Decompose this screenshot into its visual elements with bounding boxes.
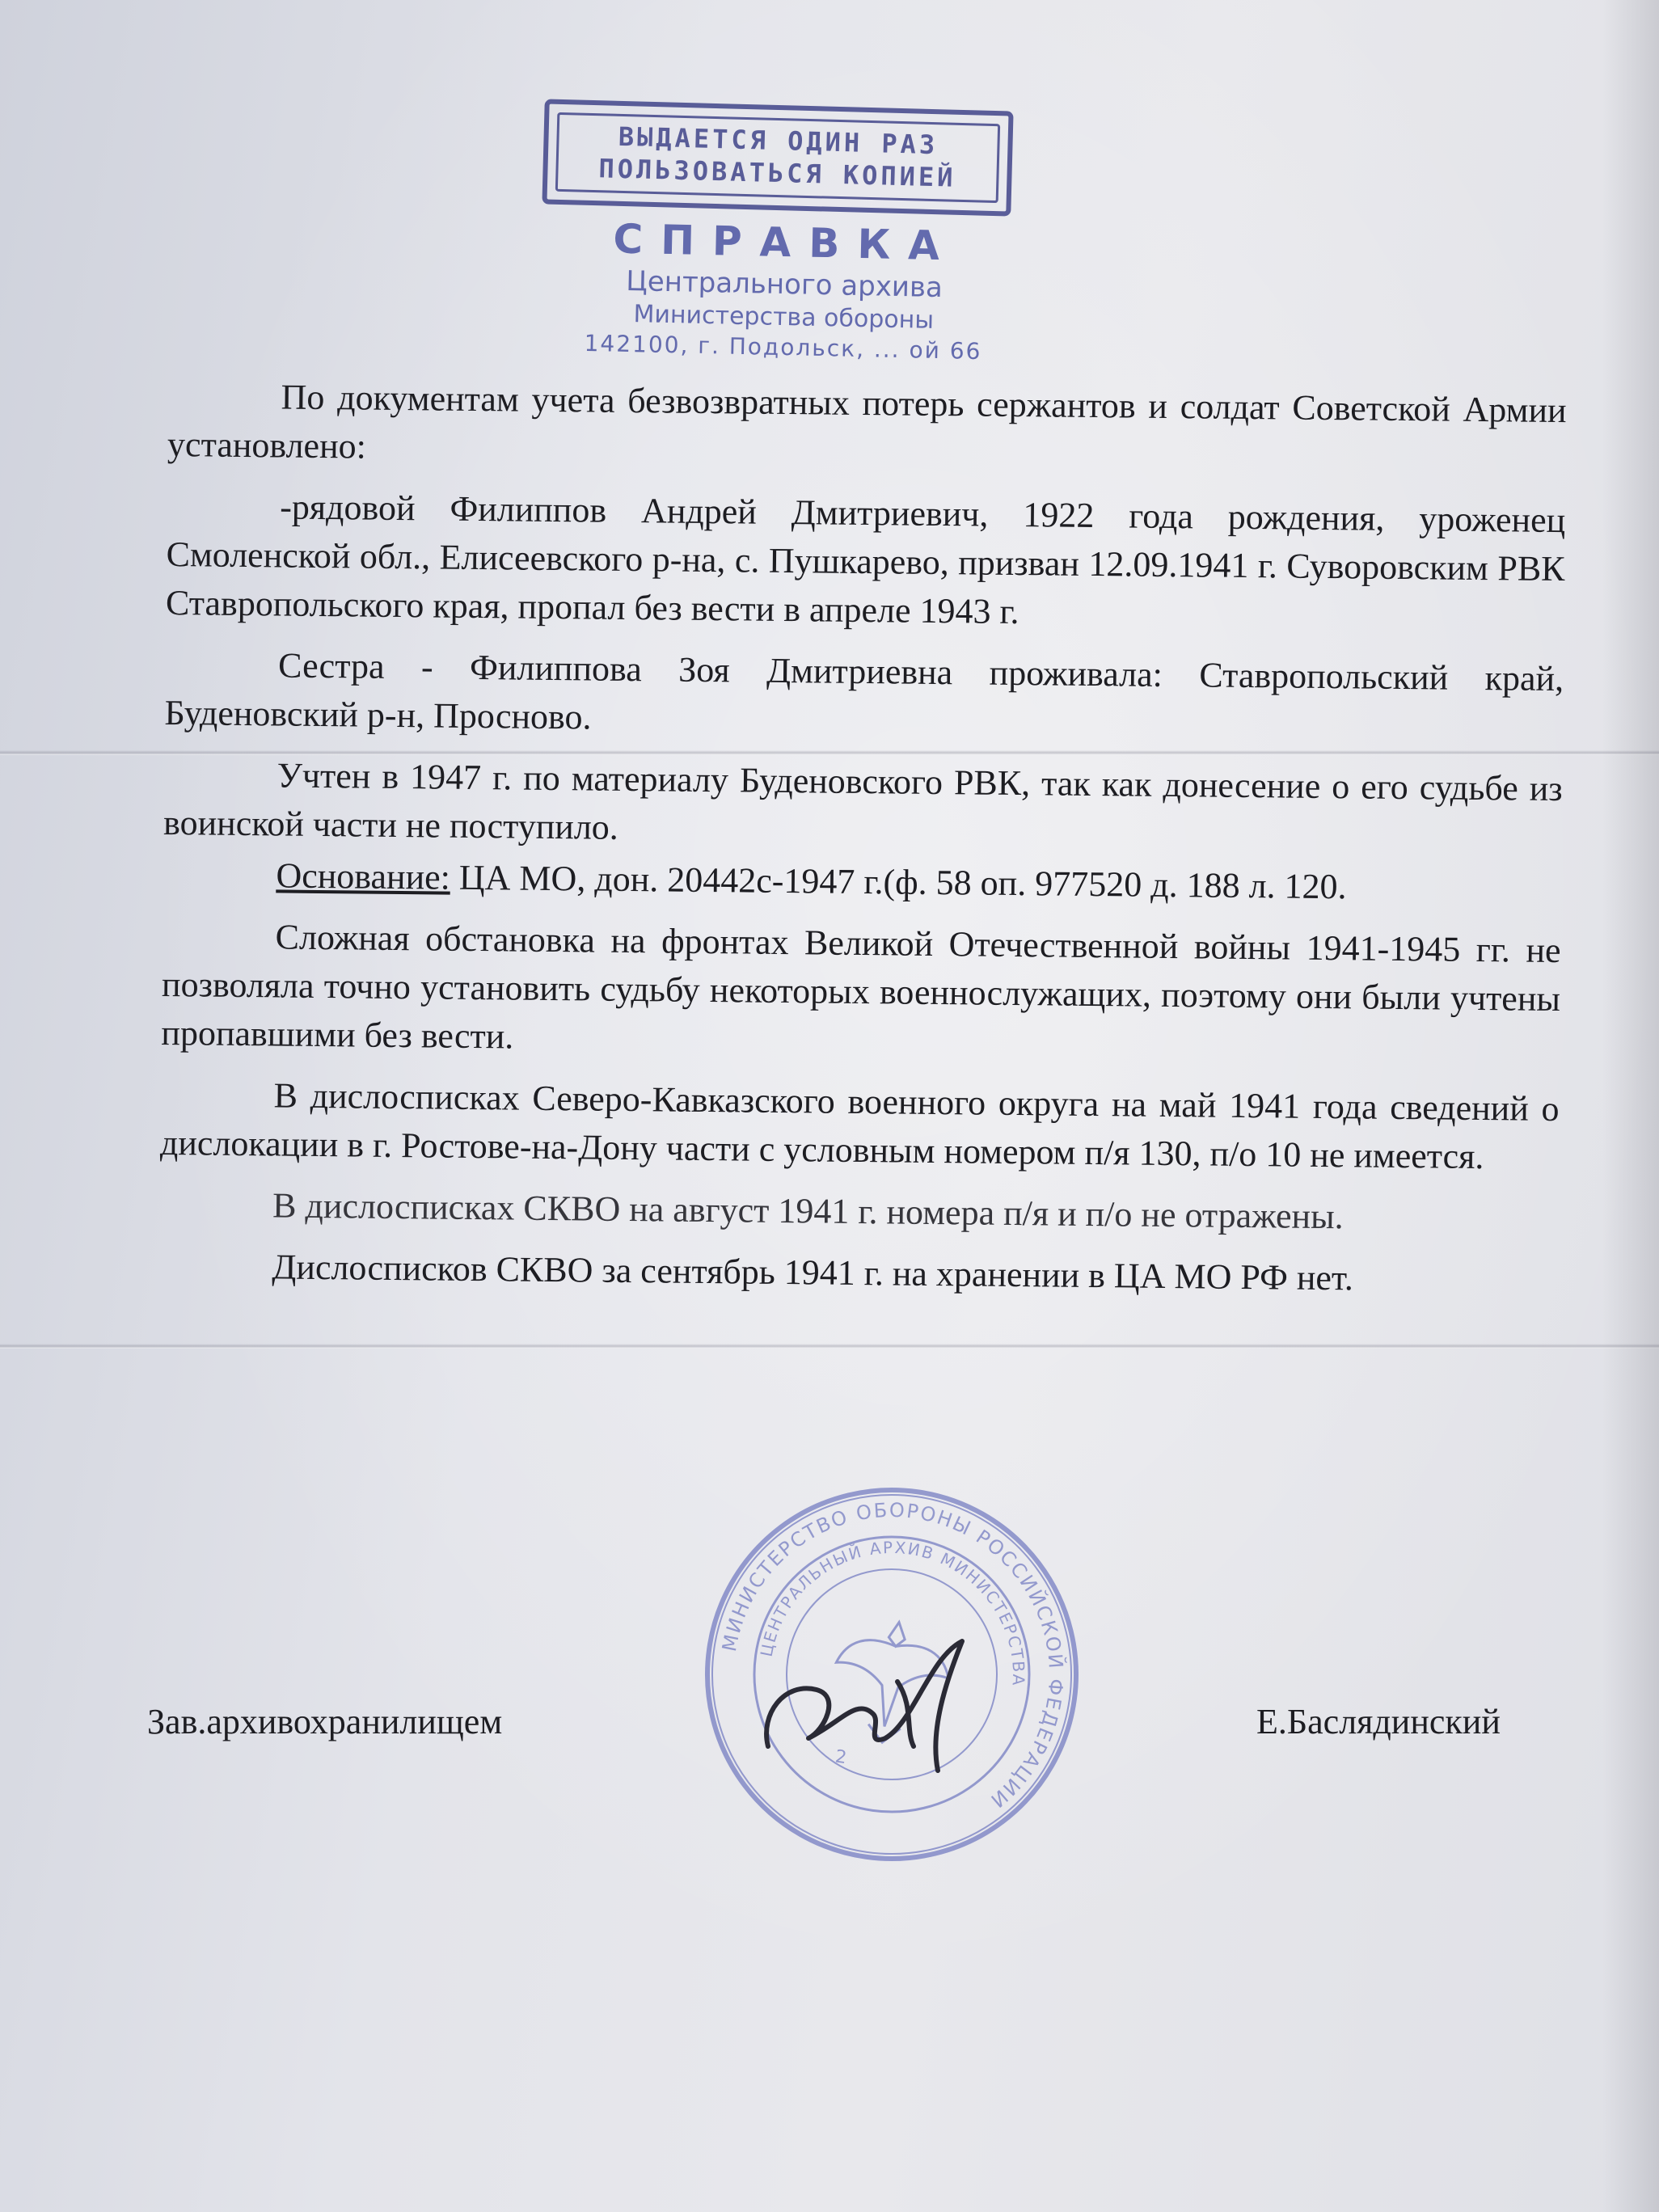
handwritten-signature	[752, 1609, 1011, 1787]
paragraph-august-1941: В дислосписках СКВО на август 1941 г. номера п/я и п/о не отражены.	[272, 1185, 1344, 1237]
document-title: СПРАВКА	[612, 215, 958, 270]
stamp-line-2: ПОЛЬЗОВАТЬСЯ КОПИЕЙ	[598, 153, 956, 193]
seal-outer-text: МИНИСТЕРСТВО ОБОРОНЫ РОССИЙСКОЙ ФЕДЕРАЦИИ	[717, 1498, 1068, 1813]
rectangular-stamp	[542, 99, 1013, 216]
paragraph-sister: Сестра - Филиппова Зоя Дмитриевна проживала: Ставропольский край, Буденовский р-н, Просново.	[164, 645, 1564, 737]
basis-text: ЦА МО, дон. 20442с-1947 г.(ф. 58 оп. 977520 д. 188 л. 120.	[450, 857, 1347, 907]
header-ministry-line: Министерства обороны	[633, 300, 935, 335]
paragraph-basis	[163, 851, 1562, 914]
seal-inner-text: ЦЕНТРАЛЬНЫЙ АРХИВ МИНИСТЕРСТВА	[756, 1537, 1029, 1688]
page-edge-shadow	[1602, 0, 1659, 2212]
document-body	[158, 372, 1567, 1318]
signatory-position: Зав.архивохранилищем	[147, 1702, 503, 1741]
paragraph-intro: По документам учета безвозвратных потерь сержантов и солдат Советской Армии установлено:	[167, 377, 1567, 466]
paragraph-soldier: -рядовой Филиппов Андрей Дмитриевич, 1922 года рождения, уроженец Смоленской обл., Елисеевского р-на, с. Пушкарево, призван 12.09.1941 г. Суворовским РВК Ставропольского края, пропал без вести в апреле 1943 г.	[165, 487, 1566, 632]
signatory-name: Е.Баслядинский	[1256, 1702, 1501, 1741]
paragraph-situation: Сложная обстановка на фронтах Великой Отечественной войны 1941-1945 гг. не позволяла точно установить судьбу некоторых военнослужащих, поэтому они были учтены пропавшими без вести.	[161, 917, 1561, 1057]
seal-number: 2	[834, 1746, 848, 1769]
header-address-line: 142100, г. Подольск, ... ой 66	[584, 329, 982, 365]
header-org-line: Центрального архива	[625, 264, 943, 305]
stamp-line-1: ВЫДАЕТСЯ ОДИН РАЗ	[618, 120, 939, 161]
paragraph-may-1941: В дислосписках Северо-Кавказского военного округа на май 1941 года сведений о дислокации в г. Ростове-на-Дону части с условным номером п/я 130, п/о 10 не имеется.	[159, 1075, 1560, 1177]
paper-fold-line	[0, 1344, 1659, 1349]
basis-label: Основание:	[276, 855, 451, 897]
paragraph-registered: Учтен в 1947 г. по материалу Буденовского РВК, так как донесение о его судьбе из воинской части не поступило.	[163, 755, 1563, 847]
header-stamp	[419, 211, 1150, 370]
paragraph-september-1941: Дислосписков СКВО за сентябрь 1941 г. на хранении в ЦА МО РФ нет.	[272, 1247, 1354, 1298]
